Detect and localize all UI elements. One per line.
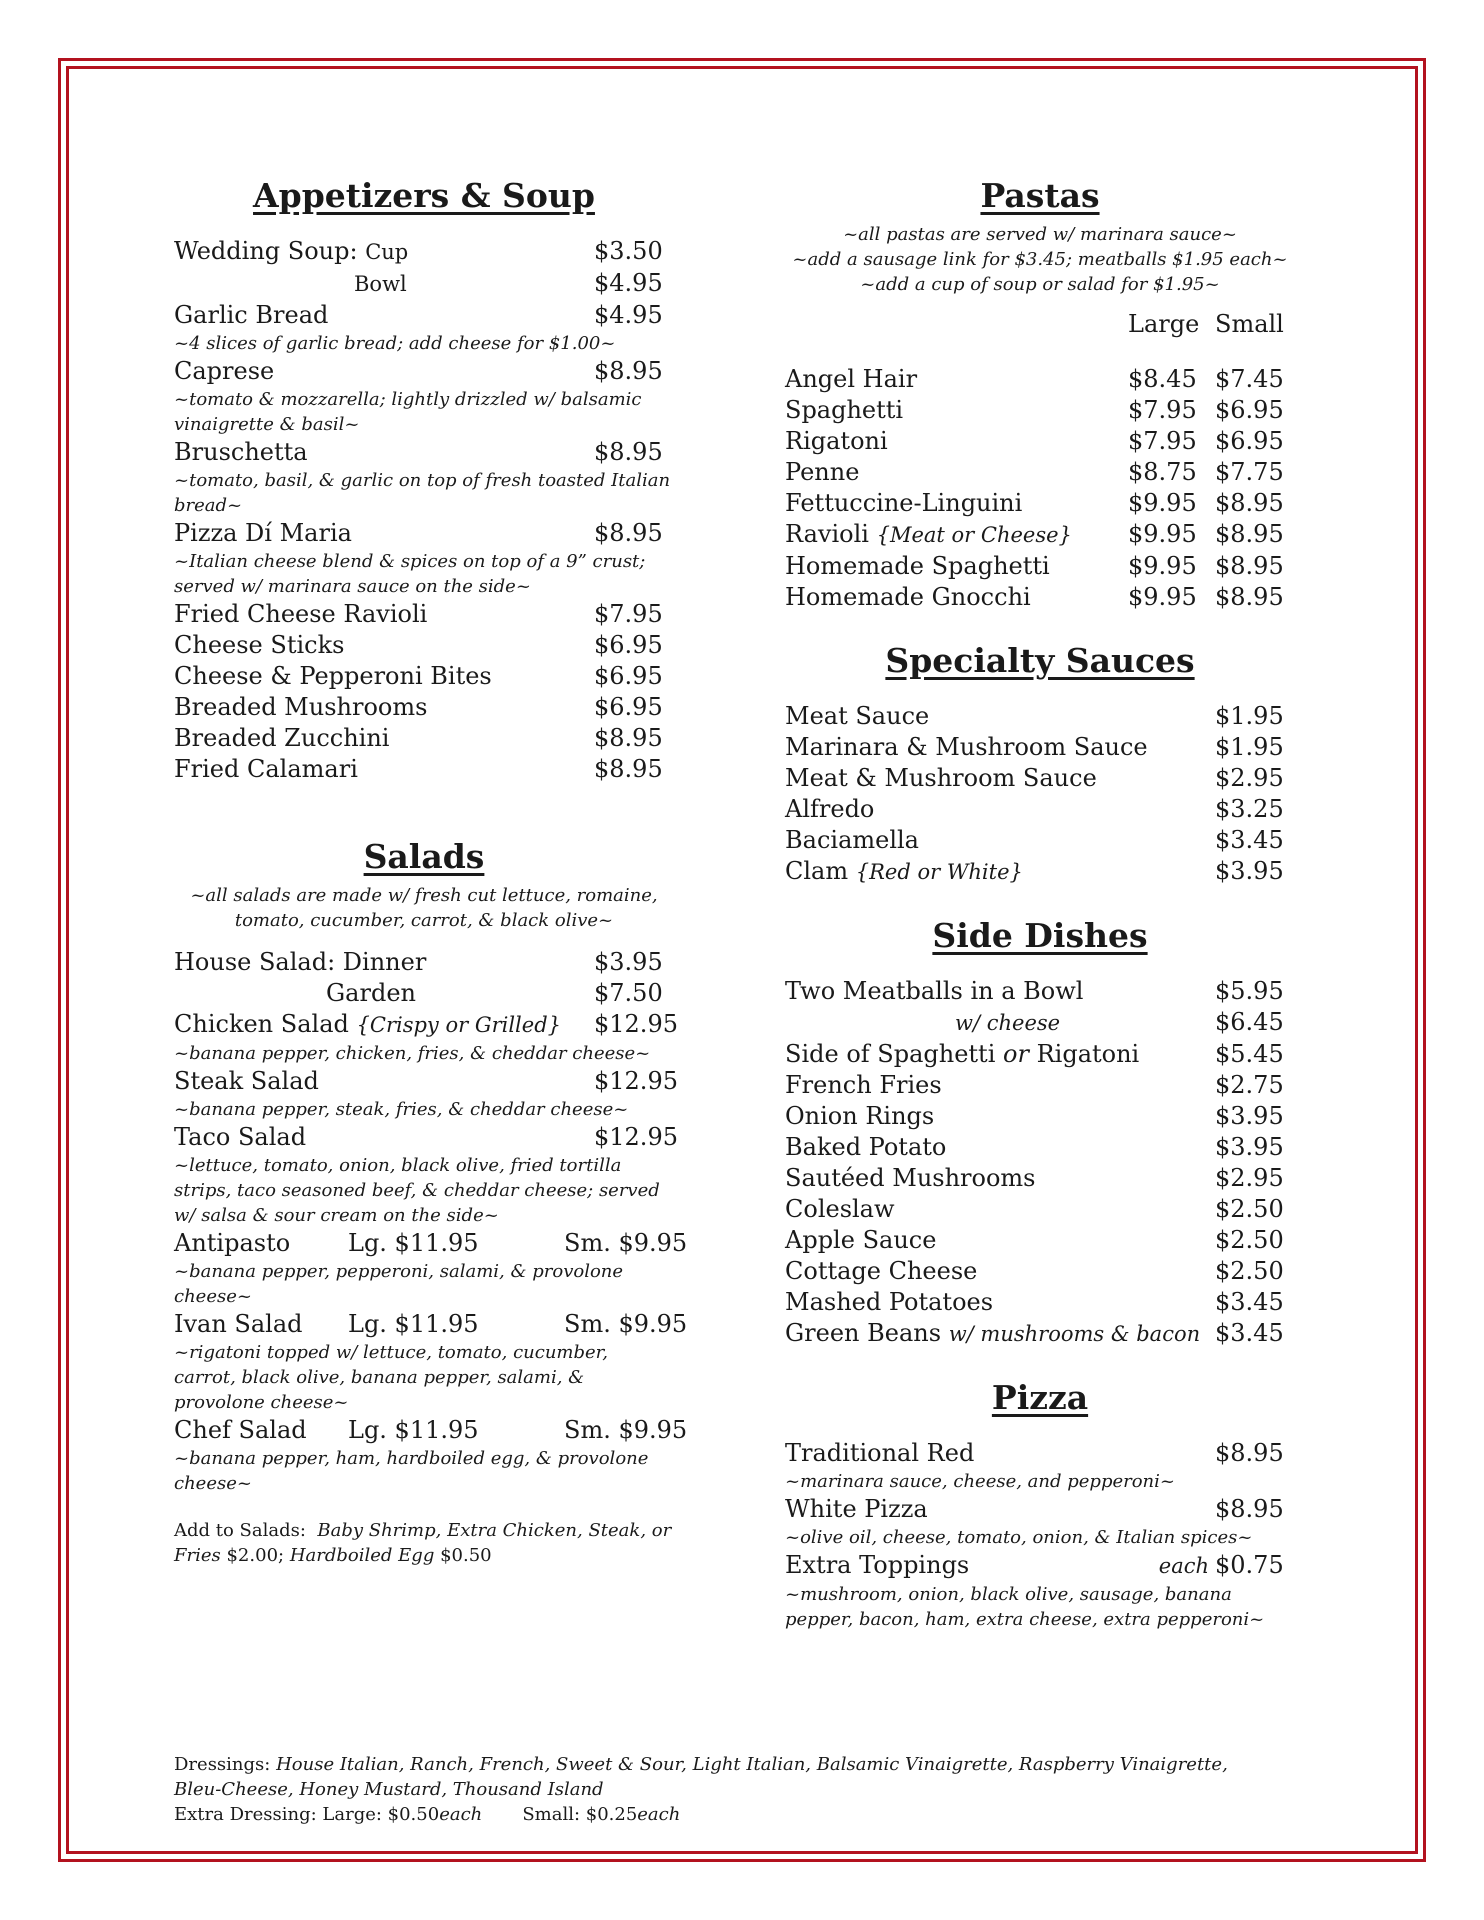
item-price: $3.45	[1215, 826, 1284, 854]
menu-item	[785, 582, 1295, 613]
item-name: House Salad: Dinner	[174, 948, 427, 976]
column-header-large: Large	[1128, 310, 1200, 338]
item-variant: w/ mushrooms & bacon	[948, 1322, 1201, 1346]
menu-item	[785, 794, 1295, 825]
dressings-footer	[174, 1752, 1228, 1827]
item-price-small: $6.95	[1215, 396, 1284, 424]
extra-dressing-small: Small: $0.25	[522, 1804, 638, 1825]
item-description: ~olive oil, cheese, tomato, onion, & Italian spices~	[785, 1527, 1253, 1548]
item-description: ~rigatoni topped w/ lettuce, tomato, cucumber, carrot, black olive, banana pepper, salami, & provolone cheese~	[174, 1342, 609, 1413]
item-name: Fettuccine-Linguini	[785, 489, 1023, 517]
pastas-title: Pastas	[980, 176, 1100, 215]
item-price-large: Lg. $11.95	[348, 1310, 479, 1338]
item-price-large: $9.95	[1128, 552, 1197, 580]
extra-dressing-large: Extra Dressing: Large: $0.50	[174, 1804, 440, 1825]
item-price: $3.95	[1215, 1102, 1284, 1130]
item-each-label: each	[1158, 1554, 1209, 1578]
menu-item-chef-salad	[174, 1415, 688, 1446]
item-or: or	[1003, 1040, 1029, 1068]
item-price: $12.95	[594, 1010, 678, 1038]
add-to-salads-egg-price: $0.50	[440, 1545, 492, 1566]
menu-item-house-salad-garden	[174, 978, 674, 1009]
side-list	[785, 1070, 1295, 1318]
item-price-large: $8.75	[1128, 458, 1197, 486]
item-price: $3.95	[1215, 857, 1284, 885]
item-name: Two Meatballs in a Bowl	[785, 977, 1084, 1005]
item-price: $2.50	[1215, 1257, 1284, 1285]
item-price: $3.25	[1215, 795, 1284, 823]
item-price-large: $7.95	[1128, 396, 1197, 424]
item-name: Steak Salad	[174, 1067, 319, 1095]
menu-item-side-spaghetti	[785, 1039, 1295, 1070]
item-name: French Fries	[785, 1071, 942, 1099]
item-name: Chef Salad	[174, 1416, 307, 1444]
item-description: ~marinara sauce, cheese, and pepperoni~	[785, 1471, 1175, 1492]
item-description: ~banana pepper, ham, hardboiled egg, & provolone cheese~	[174, 1448, 649, 1494]
menu-item	[785, 1256, 1295, 1287]
item-name: Caprese	[174, 357, 275, 385]
item-price-large: $9.95	[1128, 489, 1197, 517]
menu-item	[785, 551, 1295, 582]
menu-item	[785, 426, 1295, 457]
menu-item	[785, 732, 1295, 763]
item-name: Mashed Potatoes	[785, 1288, 994, 1316]
menu-item	[785, 763, 1295, 794]
menu-item-meatballs-cheese	[785, 1007, 1295, 1039]
item-name: Wedding Soup:	[174, 237, 358, 265]
item-name: Traditional Red	[785, 1439, 975, 1467]
item-name: Clam	[785, 857, 849, 885]
item-price-small: $8.95	[1215, 489, 1284, 517]
menu-item-steak-salad	[174, 1066, 678, 1097]
menu-item-ivan-salad	[174, 1309, 688, 1340]
salads-note: ~all salads are made w/ fresh cut lettuce, romaine, tomato, cucumber, carrot, & black olive~	[190, 885, 658, 931]
menu-item-chicken-salad	[174, 1009, 678, 1041]
item-name: Rigatoni	[785, 427, 888, 455]
item-description: ~banana pepper, pepperoni, salami, & provolone cheese~	[174, 1261, 624, 1307]
item-price-large: $8.45	[1128, 365, 1197, 393]
item-name: Homemade Gnocchi	[785, 583, 1031, 611]
item-name: Sautéed Mushrooms	[785, 1164, 1036, 1192]
item-price: $3.95	[594, 948, 663, 976]
item-price: $6.95	[594, 662, 663, 690]
item-price: $8.95	[594, 519, 663, 547]
item-price: $6.95	[594, 693, 663, 721]
dressings-label: Dressings:	[174, 1754, 271, 1775]
item-description: ~Italian cheese blend & spices on top of a 9” crust; served w/ marinara sauce on the side~	[174, 551, 646, 597]
add-to-salads-fries: Fries	[174, 1545, 221, 1566]
item-description: ~mushroom, onion, black olive, sausage, banana pepper, bacon, ham, extra cheese, extra pepperoni~	[785, 1584, 1265, 1630]
item-price: $7.95	[594, 600, 663, 628]
item-price-small: $8.95	[1215, 583, 1284, 611]
menu-item	[785, 1287, 1295, 1318]
item-size-label: Cup	[365, 240, 409, 264]
item-price: $4.95	[594, 301, 663, 329]
item-price-small: Sm. $9.95	[564, 1416, 688, 1444]
item-price: $2.75	[1215, 1071, 1284, 1099]
item-name: Fried Calamari	[174, 755, 358, 783]
menu-item-white-pizza	[785, 1494, 1295, 1525]
add-to-salads-egg: Hardboiled Egg	[289, 1545, 435, 1566]
menu-item-traditional-red	[785, 1438, 1295, 1469]
item-name: Onion Rings	[785, 1102, 935, 1130]
salads-title: Salads	[363, 837, 485, 876]
item-name: White Pizza	[785, 1495, 928, 1523]
item-name: Ivan Salad	[174, 1310, 303, 1338]
item-price-large: $7.95	[1128, 427, 1197, 455]
item-price-small: Sm. $9.95	[564, 1229, 688, 1257]
pizza-title: Pizza	[991, 1378, 1089, 1417]
item-price-small: $7.45	[1215, 365, 1284, 393]
item-name: Baciamella	[785, 826, 919, 854]
item-variant: w/ cheese	[955, 1011, 1061, 1035]
item-price-small: $8.95	[1215, 552, 1284, 580]
extra-dressing-each: each	[439, 1804, 483, 1825]
item-variant: {Crispy or Grilled}	[356, 1013, 562, 1037]
item-name: Apple Sauce	[785, 1226, 937, 1254]
menu-item	[174, 599, 674, 630]
menu-item	[174, 754, 674, 785]
item-price: $0.75	[1215, 1551, 1284, 1579]
item-price: $8.95	[594, 357, 663, 385]
item-name: Chicken Salad	[174, 1010, 349, 1038]
menu-item	[785, 1163, 1295, 1194]
menu-item	[785, 1225, 1295, 1256]
menu-item	[785, 457, 1295, 488]
menu-item	[174, 723, 674, 754]
item-price-small: $7.75	[1215, 458, 1284, 486]
item-price: $4.95	[594, 269, 663, 297]
item-price-small: $8.95	[1215, 520, 1284, 548]
menu-item	[785, 519, 1295, 551]
menu-item	[785, 856, 1295, 888]
item-price: $8.95	[1215, 1495, 1284, 1523]
sauce-list	[785, 701, 1295, 888]
item-price: $5.95	[1215, 977, 1284, 1005]
item-name: Homemade Spaghetti	[785, 552, 1050, 580]
item-price: $8.95	[594, 438, 663, 466]
item-name: Garlic Bread	[174, 301, 329, 329]
menu-item-meatballs	[785, 976, 1295, 1007]
item-name: Bruschetta	[174, 438, 308, 466]
item-name-alt: Rigatoni	[1036, 1040, 1140, 1068]
sides-title: Side Dishes	[932, 916, 1148, 955]
item-description: ~lettuce, tomato, onion, black olive, fried tortilla strips, taco seasoned beef, & cheddar cheese; served w/ salsa & sour cream on the side~	[174, 1155, 660, 1226]
item-price: $12.95	[594, 1067, 678, 1095]
menu-item	[785, 1132, 1295, 1163]
item-name: Marinara & Mushroom Sauce	[785, 733, 1148, 761]
item-name: Side of Spaghetti	[785, 1040, 996, 1068]
add-to-salads-label: Add to Salads:	[174, 1520, 306, 1541]
item-name: Angel Hair	[785, 365, 918, 393]
item-size-label: Garden	[326, 979, 416, 1007]
add-to-salads-items: Baby Shrimp, Extra Chicken, Steak, or	[317, 1520, 672, 1541]
item-name: Cheese Sticks	[174, 631, 345, 659]
appetizer-list	[174, 599, 674, 785]
item-price: $8.95	[594, 724, 663, 752]
dressings-list: House Italian, Ranch, French, Sweet & Sour, Light Italian, Balsamic Vinaigrette, Raspberry Vinaigrette,	[276, 1754, 1228, 1775]
item-description: ~4 slices of garlic bread; add cheese for $1.00~	[174, 333, 616, 354]
add-to-salads-price: $2.00;	[226, 1545, 285, 1566]
dressings-list-2: Bleu-Cheese, Honey Mustard, Thousand Island	[174, 1779, 604, 1800]
menu-item	[174, 661, 674, 692]
menu-item-taco-salad	[174, 1122, 678, 1153]
item-price-small: $6.95	[1215, 427, 1284, 455]
item-name: Ravioli	[785, 520, 869, 548]
item-price-large: Lg. $11.95	[348, 1229, 479, 1257]
column-header-small: Small	[1215, 310, 1284, 338]
item-name: Spaghetti	[785, 396, 904, 424]
item-price: $6.95	[594, 631, 663, 659]
menu-item	[785, 1101, 1295, 1132]
menu-item	[174, 692, 674, 723]
menu-item	[785, 1194, 1295, 1225]
item-name: Breaded Mushrooms	[174, 693, 428, 721]
menu-item-extra-toppings	[785, 1550, 1295, 1582]
menu-item-green-beans	[785, 1318, 1295, 1350]
left-column	[174, 170, 688, 1568]
item-price: $1.95	[1215, 702, 1284, 730]
item-name: Extra Toppings	[785, 1551, 970, 1579]
sauces-title: Specialty Sauces	[885, 641, 1195, 680]
menu-item-house-salad	[174, 947, 674, 978]
menu-item	[785, 825, 1295, 856]
item-price: $3.95	[1215, 1133, 1284, 1161]
menu-item	[785, 395, 1295, 426]
item-name: Antipasto	[174, 1229, 291, 1257]
menu-item-antipasto	[174, 1228, 688, 1259]
appetizers-title: Appetizers & Soup	[253, 176, 595, 215]
item-price: $2.50	[1215, 1226, 1284, 1254]
item-name: Meat & Mushroom Sauce	[785, 764, 1097, 792]
item-price-large: Lg. $11.95	[348, 1416, 479, 1444]
item-name: Taco Salad	[174, 1123, 307, 1151]
item-price-large: $9.95	[1128, 583, 1197, 611]
item-variant: {Red or White}	[855, 860, 1023, 884]
menu-item	[785, 488, 1295, 519]
item-price: $1.95	[1215, 733, 1284, 761]
add-to-salads	[174, 1518, 674, 1568]
item-price: $8.95	[594, 755, 663, 783]
item-description: ~banana pepper, steak, fries, & cheddar cheese~	[174, 1099, 629, 1120]
item-name: Cheese & Pepperoni Bites	[174, 662, 492, 690]
right-column	[785, 170, 1295, 1632]
item-price: $7.50	[594, 979, 663, 1007]
pastas-column-headers	[785, 309, 1295, 340]
menu-item-wedding-soup-bowl	[174, 268, 674, 300]
item-price: $3.45	[1215, 1288, 1284, 1316]
item-price: $5.45	[1215, 1040, 1284, 1068]
item-price: $2.95	[1215, 1164, 1284, 1192]
item-price: $2.50	[1215, 1195, 1284, 1223]
pastas-note-3: ~add a cup of soup or salad for $1.95~	[860, 274, 1220, 295]
item-name: Pizza Dí Maria	[174, 519, 352, 547]
pastas-note-2: ~add a sausage link for $3.45; meatballs $1.95 each~	[792, 249, 1288, 270]
menu-item-pizza-di-maria	[174, 518, 674, 549]
item-name: Baked Potato	[785, 1133, 947, 1161]
item-description: ~tomato, basil, & garlic on top of fresh toasted Italian bread~	[174, 470, 671, 516]
item-name: Alfredo	[785, 795, 875, 823]
item-price: $8.95	[1215, 1439, 1284, 1467]
menu-item-wedding-soup	[174, 236, 674, 268]
item-size-label: Bowl	[354, 272, 407, 296]
item-price: $6.45	[1215, 1008, 1284, 1036]
item-description: ~banana pepper, chicken, fries, & cheddar cheese~	[174, 1043, 651, 1064]
item-price-large: $9.95	[1128, 520, 1197, 548]
item-price: $2.95	[1215, 764, 1284, 792]
menu-item	[785, 1070, 1295, 1101]
item-price: $3.45	[1215, 1319, 1284, 1347]
menu-item-bruschetta	[174, 437, 674, 468]
pasta-list	[785, 364, 1295, 613]
item-name: Cottage Cheese	[785, 1257, 978, 1285]
item-name: Breaded Zucchini	[174, 724, 390, 752]
menu-item	[785, 364, 1295, 395]
item-name: Penne	[785, 458, 860, 486]
item-price: $3.50	[594, 237, 663, 265]
item-name: Coleslaw	[785, 1195, 895, 1223]
item-description: ~tomato & mozzarella; lightly drizzled w/ balsamic vinaigrette & basil~	[174, 389, 642, 435]
menu-item-garlic-bread	[174, 300, 674, 331]
item-price-small: Sm. $9.95	[564, 1310, 688, 1338]
item-name: Meat Sauce	[785, 702, 930, 730]
item-price: $12.95	[594, 1123, 678, 1151]
menu-item	[785, 701, 1295, 732]
pastas-note-1: ~all pastas are served w/ marinara sauce~	[843, 224, 1237, 245]
item-variant: {Meat or Cheese}	[876, 523, 1072, 547]
item-name: Fried Cheese Ravioli	[174, 600, 428, 628]
extra-dressing-each: each	[637, 1804, 681, 1825]
item-name: Green Beans	[785, 1319, 942, 1347]
menu-item	[174, 630, 674, 661]
menu-item-caprese	[174, 356, 674, 387]
